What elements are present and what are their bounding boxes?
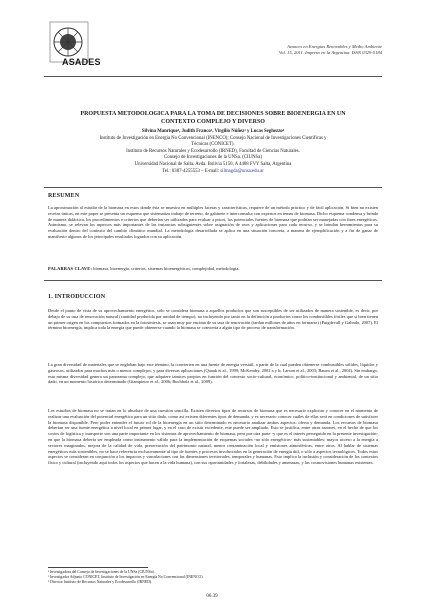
intro-paragraph-3 <box>48 408 378 466</box>
footnote-rule <box>48 567 148 568</box>
affiliation-line: Técnicas (CONICET). <box>191 142 235 148</box>
paper-title <box>48 110 378 126</box>
keywords-text: biomasa, bioenergía, criterios, sistemas bioenergéticos, complejidad, metodología. <box>92 266 240 271</box>
keywords-label: PALABRAS CLAVE: <box>48 266 93 271</box>
intro-heading: 1. INTRODUCCION <box>48 294 106 300</box>
authors-line: Silvina Manrique¹, Judith Franco², Virgilio Núñez³ y Lucas Seghezzo⁴ <box>141 129 285 134</box>
affiliation-line: Instituto de Recursos Naturales y Ecodesarrollo (IRNED), Facultad de Ciencias Naturales. <box>126 148 300 154</box>
footnotes <box>48 570 378 585</box>
affiliation-line: Universidad Nacional de Salta. Avda. Bolivia 5150, A 4408 FVY Salta, Argentina <box>134 161 292 167</box>
email-link[interactable]: silmagda@unsa.edu.ar <box>220 168 264 174</box>
paragraph-text: Desde el punto de vista de su aprovechamiento energético, sólo se considera biomasa a aquellos productos que son susceptibles de ser utilizados de manera sostenible, es decir, por debajo de su tasa de renovación natural (cantidad producida por unidad de tiempo), no incluyendo por tanto en la definición a productos como los combustibles fósiles que si bien tienen un primer origen en los compuestos formados en la fotosíntesis, se usan muy por encima de su tasa de renovación (tardan millones de años en formarse) (Puigdevall y Galindo, 2007). El término bioenergía, implica toda la energía que puede obtenerse cuando la biomasa se convierta a algún tipo de proceso de transformación. <box>48 308 378 331</box>
header-rule <box>44 76 382 77</box>
title-line-2: CONTEXTO COMPLEJO Y DIVERSO <box>161 119 265 125</box>
title-line-1: PROPUESTA METODOLOGICA PARA LA TOMA DE DECISIONES SOBRE BIOENERGIA EN UN <box>80 111 346 117</box>
logo-text: ASADES <box>62 57 101 67</box>
intro-paragraph-2 <box>48 362 378 385</box>
paragraph-text: Los estudios de biomasa no se tratan en lo absoluto de una cuestión sencilla. Existen diversos tipos de recursos de biomasa que es necesario explicitar y conocer en el momento de realizar una evaluación del potencial energético para un sitio dado, como así existen diferentes tipos de demanda, y es necesario conocer cuáles de ellas será en condiciones de satisfacer la biomasa disponible. Pero poder entender el futuro rol de la bioenergía en un sitio determinado es necesario analizar ambos aspectos: oferta y demanda. Los recursos de biomasa deberían ser una fuente energética a nivel local en primer lugar, y en el caso de existir excedente, este puede ser ampliado. Esto se justifica, entre otras razones, en el hecho de que los costos de logística y transporte son una parte importante en los sistemas de aprovechamiento de biomasa, pero por otra parte -y que es el interés perseguido en la presente investigación- en que la biomasa debería ser empleada como instrumento válido para la implementación de esquemas sociales -no sólo energéticos- más sustentables: mayor acceso a la energía a sectores marginados, mejora de la calidad de vida, preservación del patrimonio natural, menor contaminación local y emisiones atmosféricas, entre otros. Al hablar de sistemas energéticos más sostenibles, no se hace referencia exclusivamente al tipo de fuentes y procesos involucrados en la generación de energía útil, o sólo a aspectos tecnológicos. Todos estos aspectos se consideran en conjunción a los impactos y vinculaciones con las dimensiones territoriales, temporales y humanas. Esto implica la inclusión y consideración de los contextos físico y cultural (incluyendo aquí todos los aspectos que hacen a la vida humana), con sus oportunidades y fortalezas, debilidades y amenazas, y las cosmovisiones humanas existentes. <box>48 408 378 466</box>
paragraph-text: La gran diversidad de materiales que se engloban bajo este término, la convierten en una fuente de energía versátil, a partir de la cual pueden obtenerse combustibles sólidos, líquidos y gaseosos, utilizados para muchos más o menos complejos, y para diversas aplicaciones (Quaak et al., 1999; McKendry, 2002 a y b; Larson et al., 2003; Bauen et al., 2004). Sin embargo, esta misma diversidad genera un panorama complejo, que adquiere tamices propios en función del contexto socio-cultural, económico, político-institucional y ambiental, de un sitio dado, en un momento histórico determinado (Giampietro et al., 2006; Buchholz et al., 2009). <box>48 362 378 385</box>
authors-block <box>48 129 378 175</box>
resumen-text: La aproximación al estudio de la biomasa en estos donde ésta se muestra en múltiples facetas y características, requiere de un método práctico y de fácil aplicación. Si bien no existen recetas únicas, en este paper se presenta un esquema que sistematiza trabajo de terreno, de gabinete e interconsulta con expertos en temas de biomasa. Dicho esquema condensa y brinda de manera didáctica, los procedimientos e criterios que deberían ser utilizados para evaluar a priori, los potenciales fuentes de biomasa que podrían ser manejadas con fines energéticos. Asimismo, se relevan los aspectos más importantes de las instancias subsiguientes sobre asignación de usos y aplicaciones para cada recurso, y se brindan herramientas para su evaluación dentro del contexto del cambio climático mundial. La metodología desarrollada se aplica en una situación concreta, a manera de ejemplificación y a fin de ganar de manifiesto algunos de los principales resultados logrados con su aplicación. <box>48 205 378 239</box>
journal-line: Avances en Energías Renovables y Medio Ambiente <box>287 44 382 49</box>
footnote-2: ² Investigador Adjunto CONICET, Instituto de Investigación en Energía No Convencional (INENCO). <box>48 575 204 579</box>
footnote-3: ³ Director Instituto de Recursos Naturales y Ecodesarrollo (IRNED). <box>48 580 153 584</box>
intro-paragraph-1 <box>48 308 378 331</box>
keywords-line <box>48 266 378 272</box>
contact-prefix: Tel.: 0387-4255553 – E-mail: <box>162 168 221 174</box>
affiliation-line: Consejo de Investigaciones de la UNSa. (CIUNSa) <box>164 155 262 161</box>
contact-line <box>48 169 378 176</box>
section-rule <box>44 187 382 188</box>
footnote-1: ¹ Investigadora del Consejo de Investigaciones de la UNSa (CIUNSa). <box>48 570 155 574</box>
resumen-body <box>48 205 378 240</box>
page-number: 06.39 <box>206 594 218 599</box>
affiliation-line: Instituto de Investigación en Energía No Convencional (INENCO); Consejo Nacional de Investigaciones Científicas y <box>99 135 327 141</box>
journal-issue-line: Vol. 15, 2011. Impreso en la Argentina. ISSN 0329-5184 <box>278 50 382 56</box>
section-rule <box>44 280 382 281</box>
resumen-heading: RESUMEN <box>48 193 80 199</box>
journal-header <box>182 44 382 57</box>
